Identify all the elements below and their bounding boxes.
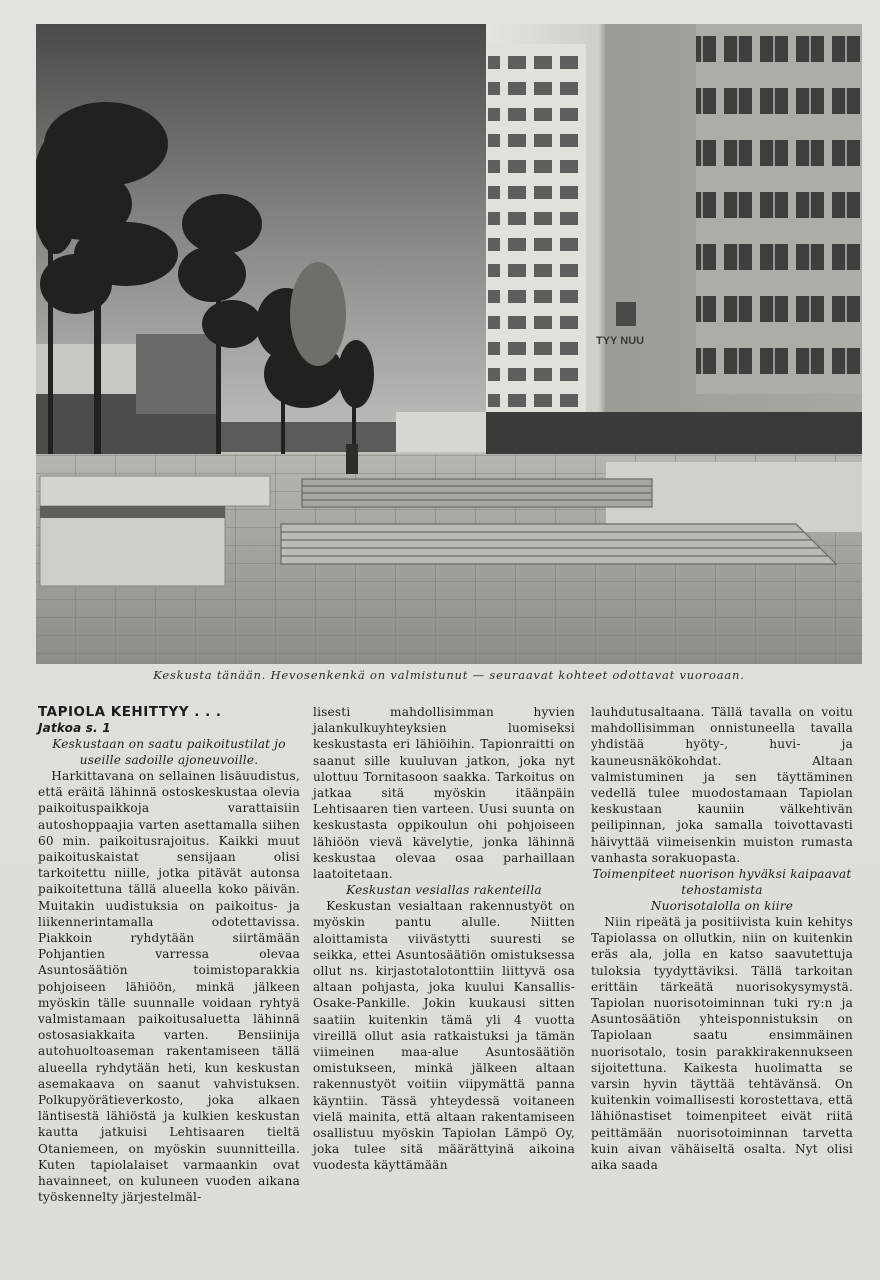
article-column-2 — [313, 704, 575, 1174]
article-paragraph: Niin ripeätä ja positiivista kuin kehitys Tapiolassa on ollutkin, niin on kuitenkin eräs ala, jolla en katso saavutettuja tuloksia tyydyttäviksi. Tällä tarkoitan erittäin tärkeätä nuorisokysymystä. Tapiolan nuorisotoiminnan tuki ry:n ja Asuntosäätiön yhteisponnistuksin on Tapiolaan saatu ensimmäinen nuorisotalo, tosin parakkirakennukseen sijoitettuna. Kaikesta huolimatta se varsin hyvin täyttää tehtävänsä. On kuitenkin voimallisesti korostettava, että lähiönastiset toimenpiteet eivät riitä peittämään nuorisotoiminnan tarvetta kuin aivan vähäiseltä osalta. Nyt olisi aika saada — [591, 915, 853, 1173]
subheading-nuoriso: Toimenpiteet nuorison hyväksi kaipaavat tehostamista — [592, 867, 852, 898]
subheading-vesiallas: Keskustan vesiallas rakenteilla — [346, 883, 542, 898]
tapiola-center-photo — [36, 24, 862, 664]
subheading-nuorisotalo: Nuorisotalolla on kiire — [650, 899, 794, 914]
article-paragraph: Harkittavana on sellainen lisäuudistus, että eräitä lähinnä ostoskeskustaa olevia paikoituspaikkoja varattaisiin autoshoppaajia varten asettamalla siihen 60 min. paikoitusrajoitus. Kaikki muut paikoituskaistat sensijaan olisi tarkoitettu niille, jotka pitävät autonsa paikoitettuna tällä alueella koko päivän. Muitakin uudistuksia on paikoitus- ja liikennerintamalla odotettavissa. Piakkoin ryhdytään siirtämään Pohjantien varressa olevaa Asuntosäätiön toimistoparakkia pohjoiseen lähiöön, minkä jälkeen myöskin tälle suunnalle voidaan ryhtyä valmistamaan paikoitusaluetta lähinnä ostosasiakkaita varten. Bensiinija autohuoltoaseman rakentamiseen tällä alueella ryhdytään heti, kun keskustan asemakaava on saanut vahvistuksen. Polkupyörätieverkosto, joka alkaen läntisestä lähiöstä ja kulkien keskustan kautta jatkuisi Lehtisaaren tieltä Otaniemeen, on myöskin suunnitteilla. Kuten tapiolalaiset varmaankin ovat havainneet, on kuluneen vuoden aikana työskennelty järjestelmäl- — [38, 769, 300, 1205]
photo-illustration — [36, 24, 862, 664]
article-column-1 — [38, 704, 300, 1205]
article-paragraph: lauhdutusaltaana. Tällä tavalla on voitu mahdollisimman onnistuneella tavalla yhdistää hyöty-, huvi- ja kauneusnäkökohdat. Altaan valmistuminen ja sen täyttäminen vedellä tulee muodostamaan Tapiolan keskustaan kauniin välkehtivän peilipinnan, joka samalla toivottavasti häivyttää viimeisenkin muiston rumasta vanhasta sorakuopasta. — [591, 705, 853, 865]
article-paragraph: lisesti mahdollisimman hyvien jalankulkuyhteyksien luomiseksi keskustasta eri lähiöihin. Tapionraitti on saanut sille kuuluvan jatkon, joka nyt ulottuu Tornitasoon saakka. Tarkoitus on jatkaa sitä myöskin itäänpäin Lehtisaaren tien varteen. Uusi suunta on keskustasta oppikoulun ohi pohjoiseen lähiöön vievä kävelytie, jonka lähinnä keskustaa olevaa osaa parhaillaan laatoitetaan. — [313, 705, 575, 882]
tower-sign: TYY NUU — [596, 335, 645, 347]
article-column-3 — [591, 704, 853, 1173]
photo-caption: Keskusta tänään. Hevosenkenkä on valmistunut — seuraavat kohteet odottavat vuoroaan. — [153, 668, 745, 682]
continued-from: Jatkoa s. 1 — [38, 721, 111, 735]
article-paragraph: Keskustan vesialtaan rakennustyöt on myöskin pantu alulle. Niitten aloittamista viivästytti suuresti se seikka, ettei Asuntosäätiön omistuksessa ollut ns. kirjastotalotonttiin liittyvä osa altaan pohjasta, joka kuului Kansallis-Osake-Pankille. Jokin kuukausi sitten saatiin kuitenkin tämä yli 4 vuotta vireillä ollut asia ratkaistuksi ja tämän viimeinen maa-alue Asuntosäätiön omistukseen, minkä jälkeen altaan rakennustyöt voitiin viipymättä panna käyntiin. Tässä yhteydessä voitaneen vielä mainita, että altaan rakentamiseen osallistuu myöskin Tapiolan Lämpö Oy, joka tulee sitä määrättyinä aikoina vuodesta käyttämään — [313, 899, 575, 1173]
article-headline: TAPIOLA KEHITTYY . . . — [38, 704, 222, 720]
article-lede: Keskustaan on saatu paikoitustilat jo useille sadoille ajoneuvoille. — [52, 737, 286, 767]
